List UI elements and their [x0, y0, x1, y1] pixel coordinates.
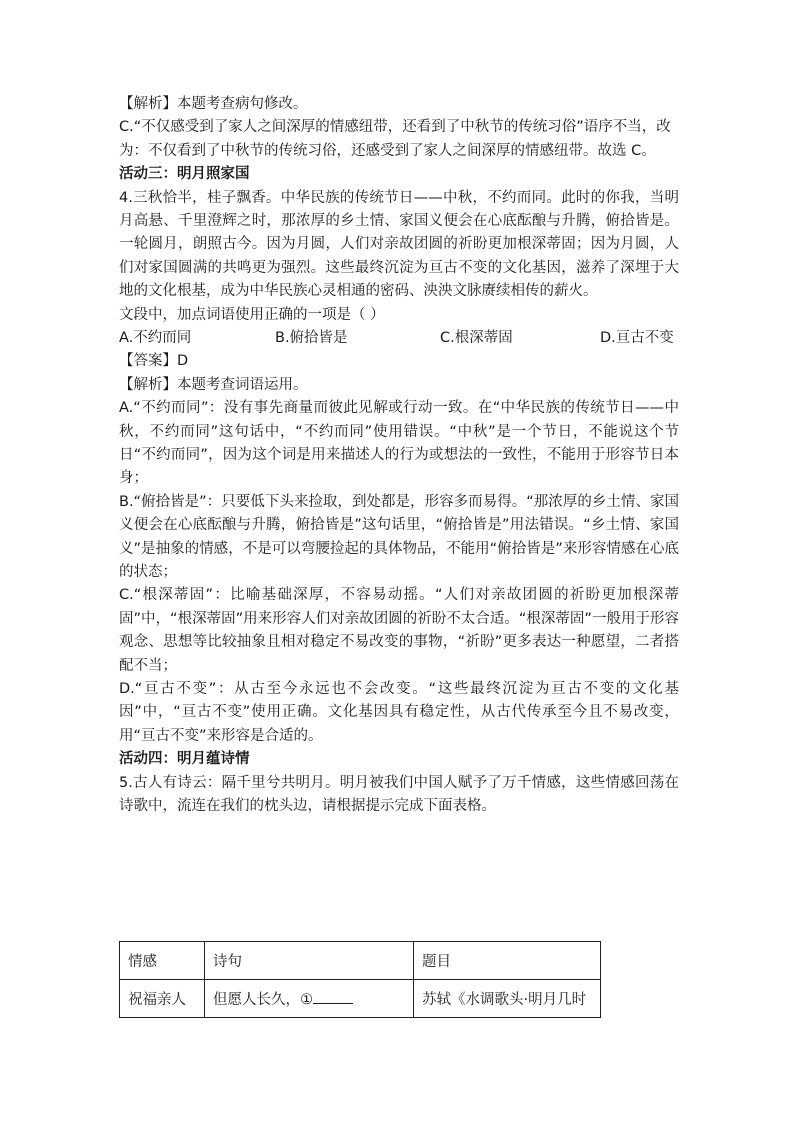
- cell-emotion: 祝福亲人: [120, 980, 205, 1018]
- analysis-heading-1: 【解析】本题考查病句修改。: [119, 96, 308, 112]
- cell-title: 苏轼《水调歌头·明月几时: [414, 980, 601, 1018]
- poem-line: 但愿人长久，①: [213, 992, 313, 1008]
- document-body: [119, 93, 679, 818]
- table-header-row: [120, 942, 601, 980]
- question-4-passage: 4.三秋恰半，桂子飘香。中华民族的传统节日——中秋，不约而同。此时的你我，当明月高悬、千里澄辉之时，那浓厚的乡土情、家国义便会在心底酝酿与升腾，俯拾皆是。一轮圆月，朗照古今。因为月圆，人们对亲故团圆的祈盼更加根深蒂固；因为月圆，人们对家国圆满的共鸣更为强烈。这些最终沉淀为亘古不变的文化基因，滋养了深埋于大地的文化根基，成为中华民族心灵相通的密码、泱泱文脉赓续相传的薪火。: [119, 189, 679, 300]
- activity-four-heading: 活动四：明月蕴诗情: [119, 751, 250, 768]
- header-title: 题目: [414, 942, 601, 980]
- answer-line: 【答案】D: [119, 353, 189, 370]
- analysis-heading-2: 【解析】本题考查词语运用。: [119, 376, 308, 393]
- option-a: A.不约而同: [119, 329, 192, 346]
- option-d: D.亘古不变: [600, 329, 674, 346]
- question-4-options: [119, 327, 679, 350]
- explanation-d: D.“亘古不变”：从古至今永远也不会改变。“这些最终沉淀为亘古不变的文化基因”中，“亘古不变”使用正确。文化基因具有稳定性，从古代传承至今且不易改变，用“亘古不变”来形容是合适的。: [119, 681, 679, 744]
- cell-poem: [205, 980, 414, 1018]
- question-5-prompt: 5.古人有诗云：隔千里兮共明月。明月被我们中国人赋予了万千情感，这些情感回荡在诗歌中，流连在我们的枕头边，请根据提示完成下面表格。: [119, 774, 679, 815]
- answer-table: [119, 941, 601, 1018]
- analysis-text-1a: C.“不仅感受到了家人之间深厚的情感纽带，还看到了中秋节的传统习俗”语序不当，改: [119, 119, 671, 136]
- fill-in-blank[interactable]: [313, 989, 353, 1004]
- option-c: C.根深蒂固: [440, 329, 513, 346]
- explanation-a: A.“不约而同”：没有事先商量而彼此见解或行动一致。在“中华民族的传统节日——中秋，不约而同”这句话中，“不约而同”使用错误。“中秋”是一个节日，不能说这个节日“不约而同”，因为这个词是用来描述人的行为或想法的一致性，不能用于形容节日本身；: [119, 400, 679, 487]
- explanation-b: B.“俯拾皆是”：只要低下头来捡取，到处都是，形容多而易得。“那浓厚的乡土情、家国义便会在心底酝酿与升腾，俯拾皆是”这句话里，“俯拾皆是”用法错误。“乡土情、家国义”是抽象的情感，不是可以弯腰捡起的具体物品，不能用“俯拾皆是”来形容情感在心底的状态；: [119, 493, 679, 580]
- explanation-c: C.“根深蒂固”：比喻基础深厚，不容易动摇。“人们对亲故团圆的祈盼更加根深蒂固”中，“根深蒂固”用来形容人们对亲故团圆的祈盼不太合适。“根深蒂固”一般用于形容观念、思想等比较抽象且相对稳定不易改变的事物，“祈盼”更多表达一种愿望，二者搭配不当；: [119, 587, 679, 674]
- table-row: [120, 980, 601, 1018]
- analysis-text-1b: 为：不仅看到了中秋节的传统习俗，还感受到了家人之间深厚的情感纽带。故选 C。: [119, 142, 656, 159]
- question-4-prompt: 文段中，加点词语使用正确的一项是（ ）: [119, 306, 385, 323]
- option-b: B.俯拾皆是: [275, 329, 348, 346]
- activity-three-heading: 活动三：明月照家国: [119, 166, 250, 183]
- header-emotion: 情感: [120, 942, 205, 980]
- header-poem: 诗句: [205, 942, 414, 980]
